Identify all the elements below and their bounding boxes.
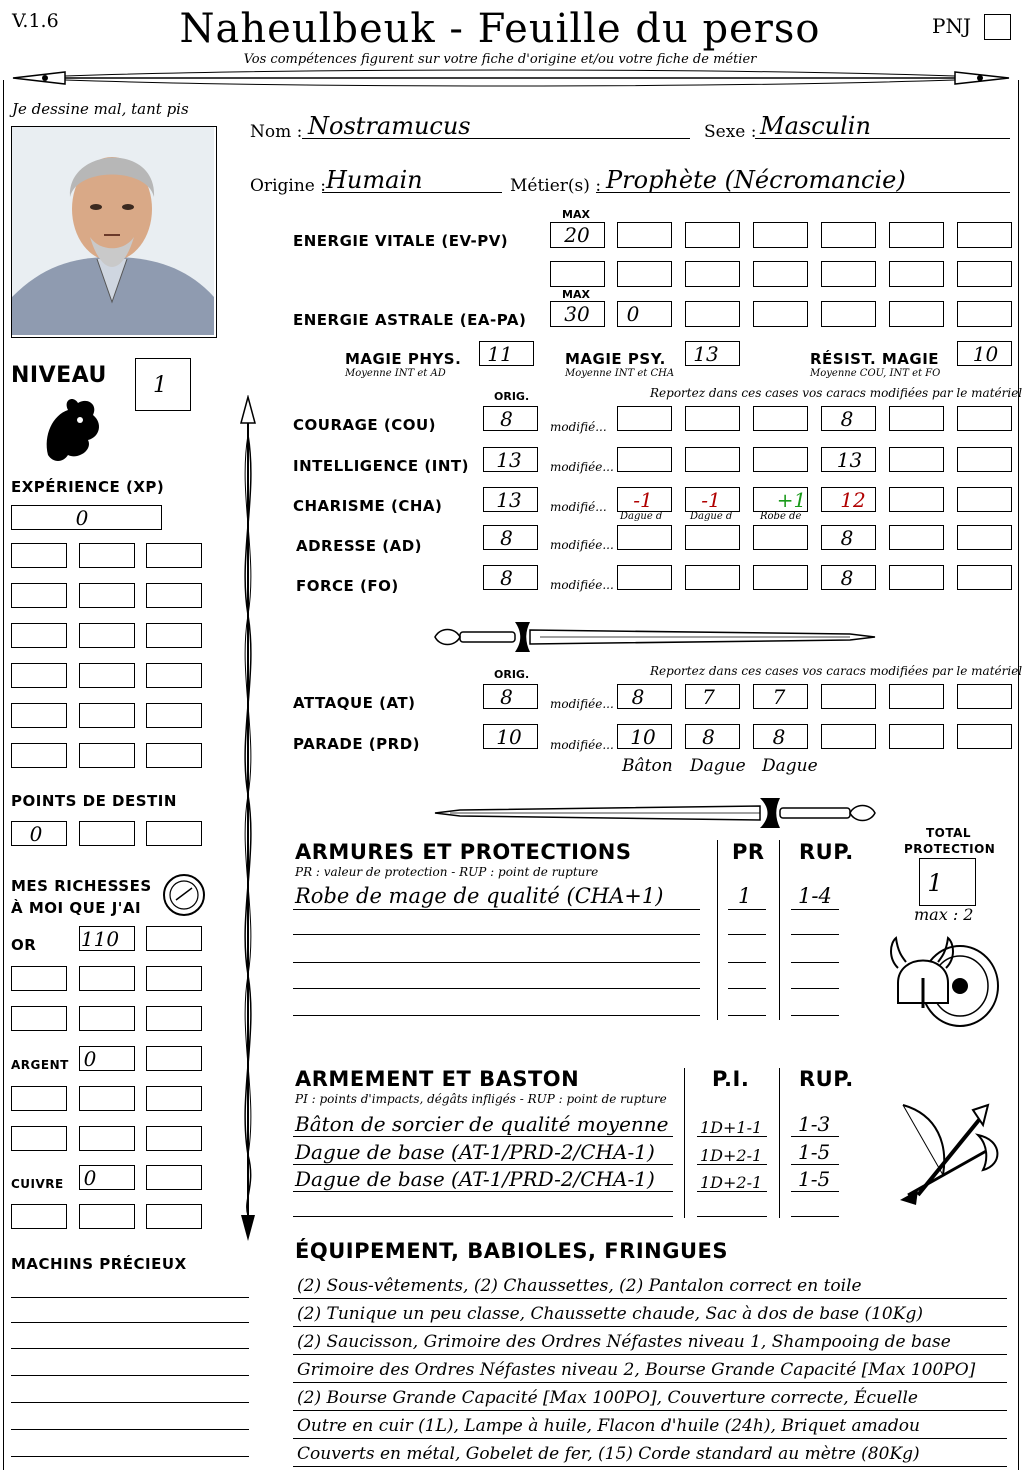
- resist-magie-label: RÉSIST. MAGIE: [810, 350, 940, 368]
- prd-weapon-box[interactable]: [957, 724, 1012, 749]
- origine-field[interactable]: Humain: [326, 166, 423, 194]
- fo-total-box[interactable]: 8: [821, 565, 876, 590]
- destin-box[interactable]: [146, 821, 202, 846]
- cuivre-box[interactable]: [11, 1204, 67, 1229]
- int-mod-box[interactable]: [685, 447, 740, 472]
- version-label: V.1.6: [12, 10, 59, 32]
- arme-rup[interactable]: 1-3: [798, 1112, 831, 1136]
- cha-mod-note: Dague d: [690, 511, 733, 522]
- sexe-label: Sexe :: [704, 122, 757, 142]
- arme-name[interactable]: Dague de base (AT-1/PRD-2/CHA-1): [295, 1167, 655, 1191]
- cha-orig-box[interactable]: 13: [483, 487, 538, 512]
- at-weapon-box[interactable]: 8: [617, 684, 672, 709]
- at-weapon-box[interactable]: 7: [685, 684, 740, 709]
- ev-box[interactable]: [753, 261, 808, 287]
- argent-box[interactable]: [11, 1126, 67, 1151]
- niveau-label: NIVEAU: [11, 363, 107, 388]
- coin-icon: [161, 872, 207, 918]
- argent-box[interactable]: [79, 1086, 135, 1111]
- ev-max-box[interactable]: 20: [550, 222, 605, 248]
- argent-box[interactable]: 0: [79, 1046, 135, 1071]
- weapon-name: Bâton: [622, 756, 673, 776]
- ea-box[interactable]: 0: [617, 301, 672, 327]
- metier-label: Métier(s) :: [510, 176, 602, 196]
- dragon-icon: [38, 395, 108, 465]
- int-modifie-label: modifiée...: [550, 460, 614, 474]
- cuivre-box[interactable]: [79, 1204, 135, 1229]
- ea-max-box[interactable]: 30: [550, 301, 605, 327]
- machins-label: MACHINS PRÉCIEUX: [11, 1255, 187, 1273]
- cha-modifie-label: modifié...: [550, 500, 607, 514]
- cha-mod-note: Robe de: [760, 511, 802, 522]
- ea-max-label: MAX: [562, 288, 590, 301]
- ad-modifie-label: modifiée...: [550, 538, 614, 552]
- ev-box[interactable]: [550, 261, 605, 287]
- cou-modifie-label: modifié...: [550, 420, 607, 434]
- metier-field[interactable]: Prophète (Nécromancie): [606, 166, 906, 194]
- ad-mod-box[interactable]: [957, 525, 1012, 550]
- at-weapon-box[interactable]: [957, 684, 1012, 709]
- ad-mod-box[interactable]: [685, 525, 740, 550]
- armure-pr[interactable]: 1: [738, 884, 752, 908]
- pnj-label: PNJ: [932, 14, 971, 38]
- at-orig-box[interactable]: 8: [483, 684, 538, 709]
- equipement-line[interactable]: Outre en cuir (1L), Lampe à huile, Flacon d'huile (24h), Briquet amadou: [297, 1416, 920, 1436]
- int-mod-box[interactable]: [957, 447, 1012, 472]
- xp-grid-box[interactable]: [11, 743, 67, 768]
- sword-icon: [430, 612, 880, 662]
- at-weapon-box[interactable]: [821, 684, 876, 709]
- page-title: Naheulbeuk - Feuille du perso: [179, 6, 821, 52]
- int-mod-box[interactable]: [617, 447, 672, 472]
- prd-weapon-box[interactable]: 8: [685, 724, 740, 749]
- cou-mod-box[interactable]: [957, 406, 1012, 431]
- richesses-label: À MOI QUE J'AI: [11, 899, 142, 917]
- magie-psy-box[interactable]: 13: [685, 341, 740, 366]
- weapon-name: Dague: [762, 756, 818, 776]
- argent-label: ARGENT: [11, 1058, 69, 1072]
- cou-mod-box[interactable]: [617, 406, 672, 431]
- ev-box[interactable]: [957, 222, 1012, 248]
- int-label: INTELLIGENCE (INT): [293, 457, 469, 475]
- armure-rup[interactable]: 1-4: [798, 884, 832, 908]
- prd-weapon-box[interactable]: [889, 724, 944, 749]
- xp-grid-box[interactable]: [11, 703, 67, 728]
- prd-modifie-label: modifiée...: [550, 738, 614, 752]
- ad-mod-box[interactable]: [753, 525, 808, 550]
- xp-grid-box[interactable]: [11, 543, 67, 568]
- ev-box[interactable]: [957, 261, 1012, 287]
- prd-label: PARADE (PRD): [293, 735, 421, 753]
- cha-mod-box[interactable]: [889, 487, 944, 512]
- ea-box[interactable]: [889, 301, 944, 327]
- at-label: ATTAQUE (AT): [293, 694, 416, 712]
- magie-phys-label: MAGIE PHYS.: [345, 350, 462, 368]
- ea-box[interactable]: [957, 301, 1012, 327]
- report-note: Reportez dans ces cases vos caracs modifiées par le matériel: [650, 386, 1023, 400]
- orig-label: ORIG.: [494, 390, 530, 403]
- armement-rup-label: RUP.: [799, 1067, 854, 1091]
- equipement-title: ÉQUIPEMENT, BABIOLES, FRINGUES: [295, 1239, 728, 1263]
- ev-box[interactable]: [821, 261, 876, 287]
- ev-label: ENERGIE VITALE (EV-PV): [293, 232, 509, 250]
- cha-mod-box[interactable]: -1: [685, 487, 740, 512]
- cha-mod-box[interactable]: [957, 487, 1012, 512]
- arme-rup[interactable]: 1-5: [798, 1140, 831, 1164]
- magie-psy-note: Moyenne INT et CHA: [565, 368, 675, 379]
- cou-mod-box[interactable]: [889, 406, 944, 431]
- ev-box[interactable]: [685, 222, 740, 248]
- cuivre-box[interactable]: [146, 1204, 202, 1229]
- ev-box[interactable]: [889, 261, 944, 287]
- xp-grid-box[interactable]: [11, 663, 67, 688]
- destin-box[interactable]: 0: [11, 821, 67, 846]
- fo-mod-box[interactable]: [617, 565, 672, 590]
- cuivre-box[interactable]: 0: [79, 1165, 135, 1190]
- argent-box[interactable]: [146, 1046, 202, 1071]
- equipement-line[interactable]: (2) Saucisson, Grimoire des Ordres Néfastes niveau 1, Shampooing de base: [297, 1332, 951, 1352]
- ea-box[interactable]: [685, 301, 740, 327]
- armement-title: ARMEMENT ET BASTON: [295, 1067, 580, 1091]
- or-box[interactable]: [79, 966, 135, 991]
- nom-field[interactable]: Nostramucus: [308, 112, 471, 140]
- fo-mod-box[interactable]: [753, 565, 808, 590]
- ev-box[interactable]: [617, 222, 672, 248]
- pnj-checkbox[interactable]: [984, 14, 1011, 40]
- xp-grid-box[interactable]: [79, 583, 135, 608]
- fo-mod-box[interactable]: [957, 565, 1012, 590]
- arme-pi[interactable]: 1D+2-1: [700, 1146, 763, 1165]
- fo-modifie-label: modifiée...: [550, 578, 614, 592]
- cha-mod-note: Dague d: [620, 511, 663, 522]
- armures-title: ARMURES ET PROTECTIONS: [295, 840, 632, 864]
- or-box[interactable]: [11, 1006, 67, 1031]
- combat-report-note: Reportez dans ces cases vos caracs modifiées par le matériel: [650, 664, 1023, 678]
- nom-label: Nom :: [250, 122, 303, 142]
- int-mod-box[interactable]: [753, 447, 808, 472]
- prd-orig-box[interactable]: 10: [483, 724, 538, 749]
- xp-grid-box[interactable]: [146, 663, 202, 688]
- cou-total-box[interactable]: 8: [821, 406, 876, 431]
- int-total-box[interactable]: 13: [821, 447, 876, 472]
- origine-label: Origine :: [250, 176, 326, 196]
- cha-total-box[interactable]: 12: [821, 487, 876, 512]
- weapon-name: Dague: [690, 756, 746, 776]
- cou-label: COURAGE (COU): [293, 416, 437, 434]
- ad-mod-box[interactable]: [617, 525, 672, 550]
- ev-box[interactable]: [753, 222, 808, 248]
- ev-box[interactable]: [685, 261, 740, 287]
- or-box[interactable]: [146, 966, 202, 991]
- xp-grid-box[interactable]: [79, 663, 135, 688]
- or-box[interactable]: [146, 926, 202, 951]
- pr-label: PR: [732, 840, 765, 864]
- at-weapon-box[interactable]: 7: [753, 684, 808, 709]
- staff-divider-icon: [228, 395, 268, 1245]
- equipement-line[interactable]: (2) Tunique un peu classe, Chaussette chaude, Sac à dos de base (10Kg): [297, 1304, 923, 1324]
- ev-box[interactable]: [889, 222, 944, 248]
- destin-label: POINTS DE DESTIN: [11, 792, 177, 810]
- xp-grid-box[interactable]: [146, 543, 202, 568]
- combat-orig-label: ORIG.: [494, 668, 530, 681]
- ev-box[interactable]: [821, 222, 876, 248]
- at-weapon-box[interactable]: [889, 684, 944, 709]
- arme-pi[interactable]: 1D+1-1: [700, 1118, 763, 1137]
- prd-weapon-box[interactable]: [821, 724, 876, 749]
- resist-magie-note: Moyenne COU, INT et FO: [810, 368, 941, 379]
- equipement-line[interactable]: (2) Bourse Grande Capacité [Max 100PO], Couverture correcte, Écuelle: [297, 1388, 918, 1408]
- or-box[interactable]: [79, 1006, 135, 1031]
- cou-mod-box[interactable]: [685, 406, 740, 431]
- xp-grid-box[interactable]: [79, 543, 135, 568]
- fo-mod-box[interactable]: [889, 565, 944, 590]
- ev-max-label: MAX: [562, 208, 590, 221]
- equipement-line[interactable]: (2) Sous-vêtements, (2) Chaussettes, (2) Pantalon correct en toile: [297, 1276, 862, 1296]
- ea-box[interactable]: [753, 301, 808, 327]
- helmet-shield-icon: [888, 928, 1008, 1028]
- cha-label: CHARISME (CHA): [293, 497, 443, 515]
- xp-grid-box[interactable]: [79, 623, 135, 648]
- richesses-label: MES RICHESSES: [11, 877, 152, 895]
- page-subtitle: Vos compétences figurent sur votre fiche d'origine et/ou votre fiche de métier: [243, 52, 757, 67]
- fo-mod-box[interactable]: [685, 565, 740, 590]
- pi-label: P.I.: [712, 1067, 750, 1091]
- argent-box[interactable]: [11, 1086, 67, 1111]
- xp-grid-box[interactable]: [146, 583, 202, 608]
- xp-label: EXPÉRIENCE (XP): [11, 478, 165, 496]
- ad-label: ADRESSE (AD): [296, 537, 423, 555]
- or-box[interactable]: [11, 966, 67, 991]
- or-box[interactable]: 110: [79, 926, 135, 951]
- destin-box[interactable]: [79, 821, 135, 846]
- magie-phys-box[interactable]: 11: [479, 341, 534, 366]
- sword-icon: [430, 788, 880, 838]
- at-modifie-label: modifiée...: [550, 697, 614, 711]
- magie-psy-label: MAGIE PSY.: [565, 350, 666, 368]
- armement-note: PI : points d'impacts, dégâts infligés - RUP : point de rupture: [295, 1092, 667, 1106]
- xp-grid-box[interactable]: [79, 743, 135, 768]
- ad-total-box[interactable]: 8: [821, 525, 876, 550]
- xp-grid-box[interactable]: [11, 583, 67, 608]
- total-protection-max: max : 2: [914, 905, 974, 924]
- cha-mod-box[interactable]: +1: [753, 487, 808, 512]
- resist-magie-box[interactable]: 10: [957, 341, 1012, 366]
- int-orig-box[interactable]: 13: [483, 447, 538, 472]
- cha-mod-box[interactable]: -1: [617, 487, 672, 512]
- xp-grid-box[interactable]: [146, 623, 202, 648]
- weapons-icon: [888, 1095, 1008, 1215]
- fo-label: FORCE (FO): [296, 577, 399, 595]
- xp-grid-box[interactable]: [146, 743, 202, 768]
- ad-orig-box[interactable]: 8: [483, 525, 538, 550]
- niveau-box[interactable]: 1: [135, 358, 191, 411]
- cou-orig-box[interactable]: 8: [483, 406, 538, 431]
- magie-phys-note: Moyenne INT et AD: [345, 368, 446, 379]
- armure-name[interactable]: Robe de mage de qualité (CHA+1): [295, 884, 664, 908]
- argent-box[interactable]: [79, 1126, 135, 1151]
- xp-grid-box[interactable]: [11, 623, 67, 648]
- armures-note: PR : valeur de protection - RUP : point de rupture: [295, 865, 599, 879]
- total-protection-box[interactable]: 1: [919, 858, 976, 906]
- total-protection-label: TOTAL: [926, 826, 972, 840]
- arme-pi[interactable]: 1D+2-1: [700, 1173, 763, 1192]
- spear-divider-icon: [5, 66, 1017, 90]
- prd-weapon-box[interactable]: 8: [753, 724, 808, 749]
- prd-weapon-box[interactable]: 10: [617, 724, 672, 749]
- arme-name[interactable]: Bâton de sorcier de qualité moyenne: [295, 1112, 669, 1136]
- sexe-field[interactable]: Masculin: [760, 112, 871, 140]
- ea-box[interactable]: [821, 301, 876, 327]
- argent-box[interactable]: [146, 1086, 202, 1111]
- portrait-caption: Je dessine mal, tant pis: [12, 100, 189, 118]
- armures-rup-label: RUP.: [799, 840, 854, 864]
- cuivre-box[interactable]: [146, 1165, 202, 1190]
- portrait-frame: [11, 126, 217, 338]
- ad-mod-box[interactable]: [889, 525, 944, 550]
- or-box[interactable]: [146, 1006, 202, 1031]
- ev-box[interactable]: [617, 261, 672, 287]
- arme-rup[interactable]: 1-5: [798, 1167, 831, 1191]
- arme-name[interactable]: Dague de base (AT-1/PRD-2/CHA-1): [295, 1140, 655, 1164]
- cou-mod-box[interactable]: [753, 406, 808, 431]
- total-protection-label: PROTECTION: [904, 842, 996, 856]
- ea-label: ENERGIE ASTRALE (EA-PA): [293, 311, 527, 329]
- portrait-image: [12, 127, 214, 335]
- xp-grid-box[interactable]: [146, 703, 202, 728]
- cuivre-label: CUIVRE: [11, 1177, 64, 1191]
- argent-box[interactable]: [146, 1126, 202, 1151]
- or-label: OR: [11, 936, 37, 954]
- int-mod-box[interactable]: [889, 447, 944, 472]
- xp-box[interactable]: 0: [11, 505, 162, 530]
- fo-orig-box[interactable]: 8: [483, 565, 538, 590]
- equipement-line[interactable]: Grimoire des Ordres Néfastes niveau 2, Bourse Grande Capacité [Max 100PO]: [297, 1360, 976, 1380]
- xp-grid-box[interactable]: [79, 703, 135, 728]
- equipement-line[interactable]: Couverts en métal, Gobelet de fer, (15) Corde standard au mètre (80Kg): [297, 1444, 920, 1464]
